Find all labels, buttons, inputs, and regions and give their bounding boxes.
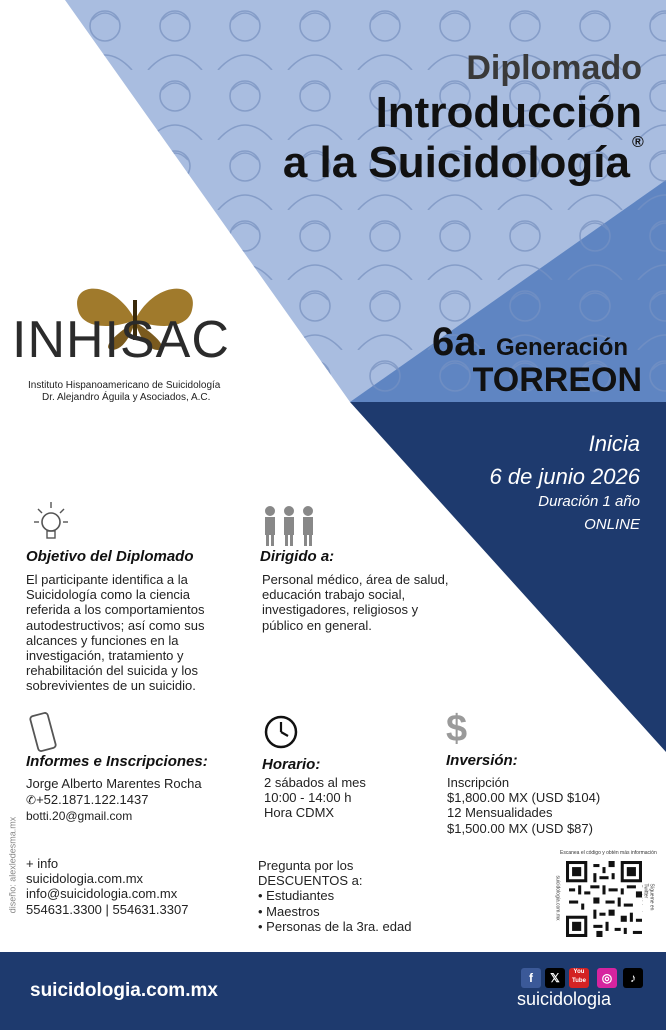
discount-item: • Estudiantes bbox=[258, 888, 335, 904]
discounts-line: DESCUENTOS a: bbox=[258, 873, 363, 889]
more-info-web[interactable]: suicidologia.com.mx bbox=[26, 871, 144, 887]
generation-city: TORREON bbox=[472, 361, 642, 399]
objective-line: autodestructivos; así como sus bbox=[26, 617, 205, 633]
program-title-line2: a la Suicidología bbox=[282, 138, 630, 187]
program-kicker: Diplomado bbox=[466, 49, 642, 87]
qr-side-text-left: suicidologia.com.mx bbox=[554, 875, 561, 921]
objective-line: referida a los comportamientos bbox=[26, 602, 205, 618]
hours-title: Horario: bbox=[262, 756, 321, 773]
more-info-phones: 554631.3300 | 554631.3307 bbox=[26, 901, 189, 917]
generation-number: 6a. bbox=[432, 320, 488, 364]
more-info-block bbox=[26, 856, 188, 917]
investment-line: 12 Mensualidades bbox=[447, 805, 553, 821]
starts-label: Inicia bbox=[588, 431, 640, 456]
investment-line: Inscripción bbox=[447, 775, 510, 790]
qr-caption: Escanea el código y obtén más información bbox=[560, 850, 657, 856]
contact-name: Jorge Alberto Marentes Rocha bbox=[26, 776, 202, 791]
tiktok-icon[interactable]: ♪ bbox=[623, 968, 643, 988]
hours-text bbox=[264, 775, 366, 821]
contact-phone[interactable]: +52.1871.122.1437 bbox=[36, 792, 149, 807]
discounts-line: Pregunta por los bbox=[258, 858, 354, 873]
contact-title: Informes e Inscripciones: bbox=[26, 753, 208, 770]
objective-title: Objetivo del Diplomado bbox=[26, 548, 194, 565]
discount-item: • Personas de la 3ra. edad bbox=[258, 918, 412, 934]
institution-logo-text: INHISAC bbox=[12, 311, 230, 369]
investment-text bbox=[447, 775, 600, 836]
qr-code-icon[interactable] bbox=[566, 860, 642, 938]
footer-brand: suicidologia bbox=[517, 989, 612, 1009]
more-info-email[interactable]: info@suicidologia.com.mx bbox=[26, 886, 178, 902]
objective-line: alcances y funciones en la bbox=[26, 632, 179, 648]
hours-line: Hora CDMX bbox=[264, 805, 335, 821]
objective-line: investigación, tratamiento y bbox=[26, 648, 184, 664]
audience-line: educación trabajo social, bbox=[262, 587, 406, 603]
start-date: 6 de junio 2026 bbox=[489, 464, 640, 489]
program-title-line1: Introducción bbox=[375, 88, 642, 137]
institution-name: Instituto Hispanoamericano de Suicidología bbox=[28, 380, 221, 391]
objective-line: Suicidología como la ciencia bbox=[26, 587, 191, 603]
audience-title: Dirigido a: bbox=[260, 548, 335, 565]
duration: Duración 1 año bbox=[538, 493, 640, 510]
instagram-icon[interactable]: ◎ bbox=[597, 968, 617, 988]
people-group-icon bbox=[260, 505, 318, 547]
more-info-label: + info bbox=[26, 856, 59, 871]
audience-line: investigadores, religiosos y bbox=[262, 602, 419, 618]
objective-line: rehabilitación del suicida y los bbox=[26, 663, 198, 679]
contact-email[interactable]: botti.20@gmail.com bbox=[26, 809, 133, 823]
footer-url[interactable]: suicidologia.com.mx bbox=[30, 980, 218, 1001]
audience-line: Personal médico, área de salud, bbox=[262, 572, 449, 587]
investment-title: Inversión: bbox=[446, 752, 518, 769]
clock-icon bbox=[263, 714, 299, 750]
objective-text bbox=[26, 572, 204, 694]
design-credit: diseño: alexledesma.mx bbox=[7, 816, 18, 914]
discounts-block bbox=[258, 858, 411, 934]
phone-icon: ✆ bbox=[26, 793, 37, 807]
hours-line: 2 sábados al mes bbox=[264, 775, 366, 790]
contact-phone-row bbox=[26, 792, 148, 808]
institution-owner: Dr. Alejandro Águila y Asociados, A.C. bbox=[42, 392, 211, 403]
facebook-icon[interactable]: f bbox=[521, 968, 541, 988]
mobile-phone-icon bbox=[26, 712, 60, 754]
objective-line: El participante identifica a la bbox=[26, 572, 188, 587]
x-twitter-icon[interactable]: 𝕏 bbox=[545, 968, 565, 988]
modality: ONLINE bbox=[584, 516, 640, 533]
youtube-icon[interactable]: You Tube bbox=[569, 968, 589, 988]
dollar-icon: $ bbox=[446, 708, 468, 750]
generation-word: Generación bbox=[496, 334, 629, 361]
discount-item: • Maestros bbox=[258, 903, 320, 919]
audience-line: público en general. bbox=[262, 617, 372, 633]
qr-side-text: Sígueme en Twitter bbox=[642, 883, 655, 911]
investment-line: $1,500.00 MX (USD $87) bbox=[447, 820, 593, 836]
lightbulb-icon bbox=[28, 498, 74, 544]
objective-line: sobrevivientes de un suicidio. bbox=[26, 678, 196, 694]
registered-mark: ® bbox=[632, 134, 644, 151]
hours-line: 10:00 - 14:00 h bbox=[264, 790, 352, 806]
investment-line: $1,800.00 MX (USD $104) bbox=[447, 790, 601, 806]
audience-text bbox=[262, 572, 448, 633]
